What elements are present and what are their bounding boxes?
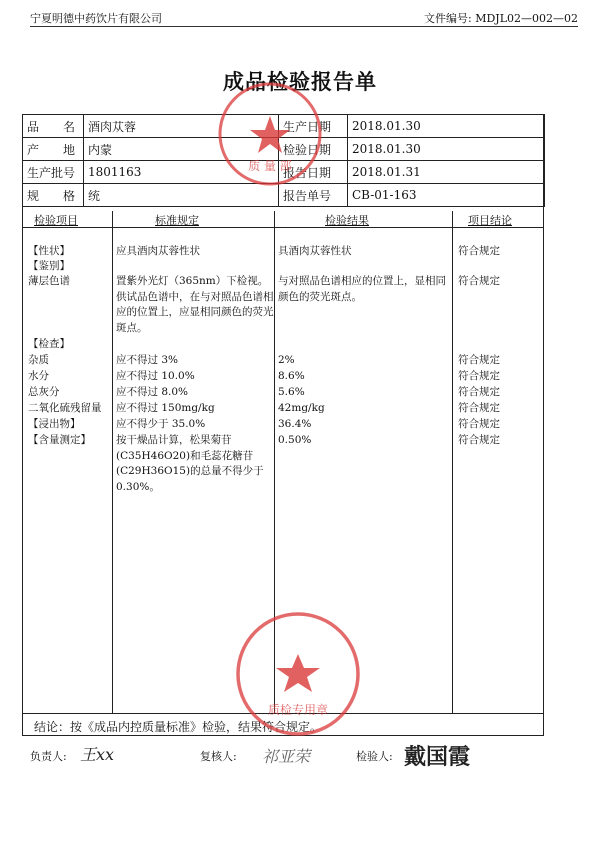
row-standard: 应不得过 3%	[116, 354, 178, 366]
report-title: 成品检验报告单	[223, 69, 377, 94]
reviewer-signature: 祁亚荣	[262, 747, 311, 766]
product-name-value: 酒肉苁蓉	[84, 115, 279, 138]
row-standard: 应不得过 8.0%	[116, 386, 189, 398]
product-name-label: 品 名	[23, 115, 84, 138]
row-item: 二氧化硫残留量	[28, 402, 102, 414]
header-item: 检验项目	[34, 214, 78, 227]
row-conclusion: 符合规定	[458, 245, 500, 257]
row-result: 与对照品色谱相应的位置上，显相同颜色的荧光斑点。	[278, 275, 446, 303]
row-item: 杂质	[28, 354, 49, 366]
row-conclusion: 符合规定	[458, 402, 500, 414]
row-standard: 应不得过 10.0%	[116, 370, 195, 382]
row-item: 【鉴别】	[28, 260, 70, 272]
document-number: 文件编号: MDJL02—002—02	[424, 12, 578, 25]
row-result: 8.6%	[278, 370, 305, 382]
row-conclusion: 符合规定	[458, 354, 500, 366]
prod-date-value: 2018.01.30	[348, 115, 545, 138]
report-date-label: 报告日期	[279, 161, 348, 184]
row-result: 42mg/kg	[278, 402, 325, 414]
row-conclusion: 符合规定	[458, 275, 500, 287]
page-header	[30, 10, 578, 27]
row-result: 2%	[278, 354, 295, 366]
batch-label: 生产批号	[23, 161, 84, 184]
report-no-value: CB-01-163	[348, 184, 545, 207]
header-conclusion: 项目结论	[468, 214, 512, 227]
batch-value: 1801163	[84, 161, 279, 184]
row-standard: 应不得少于 35.0%	[116, 418, 206, 430]
row-item: 【检查】	[28, 338, 70, 350]
origin-label: 产 地	[23, 138, 84, 161]
row-item: 水分	[28, 370, 49, 382]
report-date-value: 2018.01.31	[348, 161, 545, 184]
inspector-label: 检验人:	[356, 750, 393, 763]
responsible-label: 负责人:	[30, 750, 67, 763]
company-name: 宁夏明德中药饮片有限公司	[30, 12, 162, 25]
row-standard: 按干燥品计算，松果菊苷(C35H46O20)和毛蕊花糖苷(C29H36O15)的总量不得少于0.30%。	[116, 434, 264, 493]
inspector-signature: 戴国霞	[404, 744, 471, 770]
row-conclusion: 符合规定	[458, 370, 500, 382]
conclusion-text: 结论：按《成品内控质量标准》检验，结果符合规定。	[34, 720, 323, 734]
row-standard: 置紫外光灯（365nm）下检视。供试品色谱中，在与对照品色谱相应的位置上，应显相同颜色的荧光斑点。	[116, 275, 274, 334]
detail-header-row	[22, 211, 544, 228]
reviewer-label: 复核人:	[200, 750, 237, 763]
test-date-label: 检验日期	[279, 138, 348, 161]
test-date-value: 2018.01.30	[348, 138, 545, 161]
quality-inspection-seal	[234, 610, 362, 738]
row-conclusion: 符合规定	[458, 418, 500, 430]
row-result: 5.6%	[278, 386, 305, 398]
header-standard: 标准规定	[155, 214, 199, 227]
svg-text:质 量 部: 质 量 部	[248, 159, 292, 173]
report-no-label: 报告单号	[279, 184, 348, 207]
header-result: 检验结果	[325, 214, 369, 227]
quality-dept-seal	[216, 80, 324, 188]
row-standard: 应具酒肉苁蓉性状	[116, 245, 200, 257]
row-standard: 应不得过 150mg/kg	[116, 402, 215, 414]
row-result: 具酒肉苁蓉性状	[278, 245, 352, 257]
row-conclusion: 符合规定	[458, 386, 500, 398]
origin-value: 内蒙	[84, 138, 279, 161]
row-item: 总灰分	[28, 386, 60, 398]
row-result: 36.4%	[278, 418, 312, 430]
prod-date-label: 生产日期	[279, 115, 348, 138]
row-item: 【浸出物】	[28, 418, 81, 430]
spec-label: 规 格	[23, 184, 84, 207]
responsible-signature: 王xx	[80, 745, 115, 764]
svg-text:质检专用章: 质检专用章	[267, 703, 329, 717]
column-divider	[452, 211, 453, 713]
row-item: 【含量测定】	[28, 434, 91, 446]
row-item: 【性状】	[28, 245, 70, 257]
row-item: 薄层色谱	[28, 275, 70, 287]
spec-value: 统	[84, 184, 279, 207]
row-result: 0.50%	[278, 434, 312, 446]
row-conclusion: 符合规定	[458, 434, 500, 446]
